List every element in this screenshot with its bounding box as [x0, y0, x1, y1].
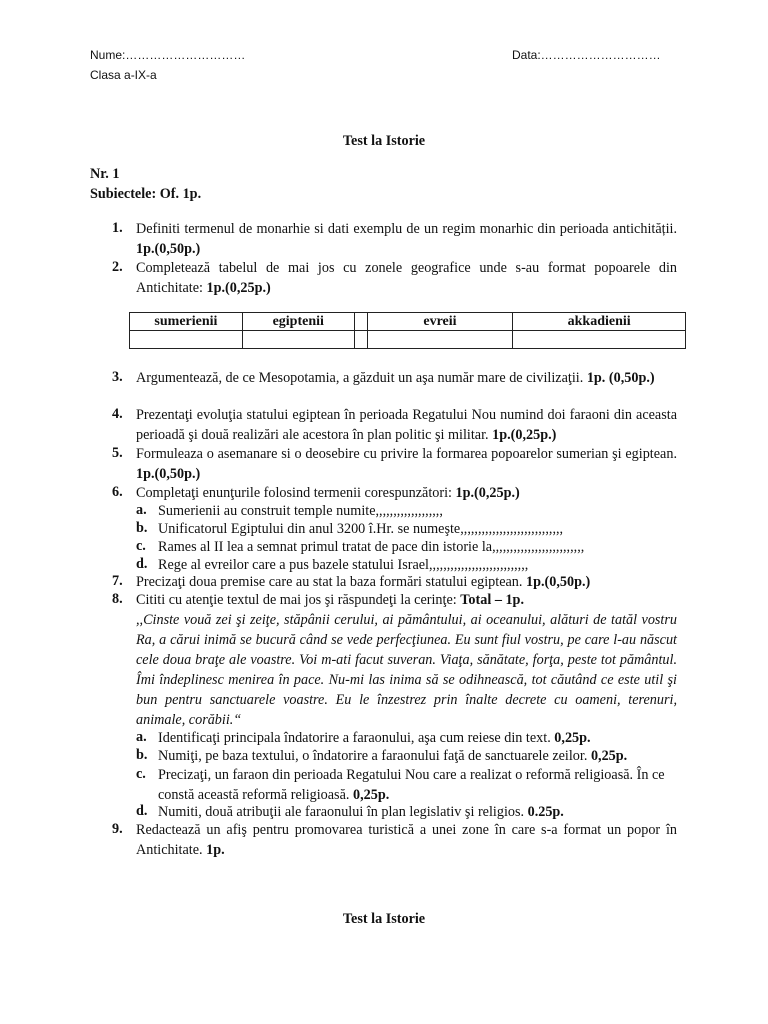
question-4 [136, 406, 677, 445]
sub-item-text: Rege al evreilor care a pus bazele statului Israel,,,,,,,,,,,,,,,,,,,,,,,,,,,, [158, 557, 529, 573]
question-points: 1p. [206, 841, 225, 858]
peoples-table [129, 312, 686, 349]
sub-item-text: Identificaţi principala îndatorire a faraonului, aşa cum reiese din text. [158, 730, 551, 746]
question-points: 1p.(0,50p.) [136, 240, 201, 257]
page-title: Test la Istorie [342, 133, 426, 149]
question-number: 3. [112, 369, 123, 385]
sub-item-letter: b. [136, 747, 148, 763]
sub-item-letter: d. [136, 803, 148, 819]
question-text: Precizaţi doua premise care au stat la baza formări statului egiptean. [136, 574, 523, 590]
question-number: 5. [112, 445, 123, 461]
question-1 [136, 220, 677, 259]
question-points: Total – 1p. [460, 592, 524, 608]
question-number: 6. [112, 484, 123, 500]
question-2 [136, 259, 677, 298]
sub-item-points: 0,25p. [554, 730, 591, 746]
sub-item-letter: d. [136, 556, 148, 572]
table-header-cell: sumerienii [130, 313, 243, 331]
sub-item-text: Rames al II lea a semnat primul tratat de pace din istorie la,,,,,,,,,,,,,,,,,,,,,,,,,, [158, 539, 585, 555]
sub-item-letter: c. [136, 766, 146, 782]
table-header-cell: evreii [367, 313, 513, 331]
question-5 [136, 445, 677, 484]
test-number: Nr. 1 [90, 166, 120, 182]
question-text: Completaţi enunţurile folosind termenii corespunzători: [136, 485, 452, 501]
question-text: Cititi cu atenţie textul de mai jos şi răspundeţi la cerinţe: [136, 592, 457, 608]
question-points: 1p.(0,25p.) [455, 485, 520, 501]
source-quote: ,,Cinste vouă zei şi zeiţe, stăpânii cerului, ai pământului, ai oceanului, alături de tatăl vostru Ra, a cărui inimă se bucură când se vede perfecţiunea. Eu sunt fiul vostru, pe care l-au născut cele doua braţe ale voastre. Voi m-ati facut suveran. Viaţa, sănătate, forţa, peste tot pământul. Îmi îndeplinesc menirea în pace. Nu-mi las inima să se odihnească, tot căutând ce este util şi bun pentru sanctuarele voastre. Eu le înzestrez prin înalte decrete cu oameni, terenuri, animale, corăbii.“ [136, 612, 677, 728]
table-cell[interactable] [367, 331, 513, 349]
question-number: 8. [112, 591, 123, 607]
question-7 [136, 573, 677, 593]
question-9 [136, 821, 677, 860]
sub-item [158, 766, 678, 805]
sub-item-letter: c. [136, 538, 146, 554]
table-header-cell [354, 313, 367, 331]
sub-item-letter: a. [136, 502, 147, 518]
question-text: Definiti termenul de monarhie si dati exemplu de un regim monarhic din perioada antichității. [136, 221, 677, 237]
sub-item-text: Precizaţi, un faraon din perioada Regatului Nou care a realizat o reformă religioasă. În ce constă această reformă religioasă. [158, 767, 665, 803]
sub-item-text: Numiţi, pe baza textului, o îndatorire a faraonului faţă de sanctuarele zeilor. [158, 748, 588, 764]
sub-item-letter: a. [136, 729, 147, 745]
table-header-row [130, 313, 686, 331]
table-cell[interactable] [130, 331, 243, 349]
question-text: Argumentează, de ce Mesopotamia, a găzduit un aşa număr mare de civilizaţii. [136, 370, 584, 386]
table-header-cell: egiptenii [242, 313, 354, 331]
question-number: 7. [112, 573, 123, 589]
subjects-line: Subiectele: Of. 1p. [90, 186, 202, 202]
table-cell[interactable] [513, 331, 686, 349]
question-points: 1p. (0,50p.) [586, 370, 655, 386]
sub-item-points: 0,25p. [590, 748, 628, 764]
sub-item-points: 0,25p. [352, 786, 390, 803]
question-points: 1p.(0,50p.) [525, 574, 591, 590]
question-points: 1p.(0,25p.) [492, 426, 557, 443]
question-points: 1p.(0,50p.) [136, 465, 201, 482]
question-text: Prezentaţi evoluţia statului egiptean în perioada Regatului Nou numind doi faraoni din aceasta perioadă şi două realizări ale acestora în plan politic şi militar. [136, 407, 677, 443]
sub-item-text: Sumerienii au construit temple numite,,,,,,,,,,,,,,,,,,, [158, 503, 443, 519]
sub-item [158, 803, 678, 823]
question-6 [136, 484, 677, 504]
question-text: Completează tabelul de mai jos cu zonele geografice unde s-au format popoarele din Antichitate: [136, 260, 677, 296]
name-field-label: Nume:………………………… [90, 48, 246, 62]
question-points: 1p.(0,25p.) [206, 279, 271, 296]
sub-item [158, 729, 678, 749]
question-3 [136, 369, 677, 389]
table-header-cell: akkadienii [513, 313, 686, 331]
table-cell[interactable] [242, 331, 354, 349]
question-number: 4. [112, 406, 123, 422]
class-label: Clasa a-IX-a [90, 68, 157, 82]
question-8 [136, 591, 677, 611]
question-number: 9. [112, 821, 123, 837]
sub-item-text: Unificatorul Egiptului din anul 3200 î.Hr. se numeşte,,,,,,,,,,,,,,,,,,,,,,,,,,,,, [158, 521, 564, 537]
question-text: Formuleaza o asemanare si o deosebire cu privire la formarea popoarelor sumerian şi egiptean. [136, 446, 677, 462]
sub-item-points: 0.25p. [527, 804, 564, 820]
sub-item [158, 747, 678, 767]
sub-item-text: Numiti, două atribuţii ale faraonului în plan legislativ şi religios. [158, 804, 525, 820]
question-number: 2. [112, 259, 123, 275]
question-text: Redactează un afiş pentru promovarea turistică a unei zone în care s-a format un popor în Antichitate. [136, 822, 677, 858]
table-cell[interactable] [354, 331, 367, 349]
table-row [130, 331, 686, 349]
question-number: 1. [112, 220, 123, 236]
date-field-label: Data:………………………… [512, 48, 661, 62]
next-page-title: Test la Istorie [342, 911, 426, 927]
sub-item-letter: b. [136, 520, 148, 536]
